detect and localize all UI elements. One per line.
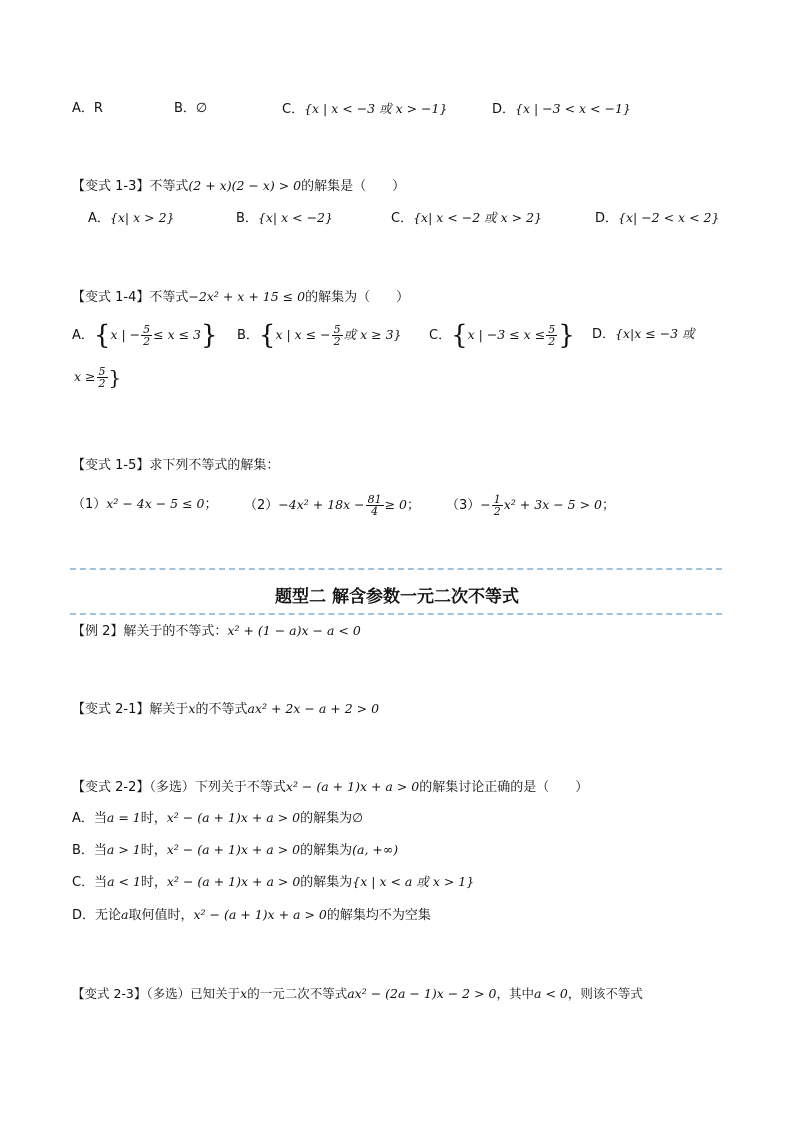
section-divider-bottom (70, 613, 722, 615)
option-b: B．当a > 1时，x² − (a + 1)x + a > 0的解集为(a, +∞) (72, 842, 399, 858)
question-tag: 【变式 1-5】 (72, 458, 150, 473)
option-d-label: D． (492, 102, 516, 117)
question-v14 (72, 287, 409, 308)
fraction: $\frac{5}{2}$ (548, 323, 556, 348)
question-v15 (72, 456, 279, 476)
question-v21: 【变式 2-1】解关于x的不等式ax² + 2x − a + 2 > 0 (72, 701, 380, 717)
option-d: D．{x| −2 < x < 2} (595, 210, 720, 226)
question-v22: 【变式 2-2】（多选）下列关于不等式x² − (a + 1)x + a > 0的解集讨论正确的是（ ） (72, 779, 589, 795)
fraction: $\frac{5}{2}$ (98, 365, 106, 390)
option-a: A．R (72, 101, 103, 116)
option-c: C．当a < 1时，x² − (a + 1)x + a > 0的解集为{x | x < a 或 x > 1} (72, 874, 475, 890)
question-tag: 【变式 2-1】 (72, 702, 150, 717)
option-d-continuation: x ≥ $\frac{5}{2}$ } (74, 365, 122, 390)
question-ex2 (72, 621, 361, 642)
part-1: （1）x² − 4x − 5 ≤ 0； (72, 496, 218, 512)
fraction: $\frac{1}{2}$ (493, 493, 501, 518)
question-tag: 【变式 2-2】 (72, 780, 150, 795)
question-math: (2 + x)(2 − x) > 0 (188, 178, 302, 193)
question-tag: 【变式 2-3】 (72, 986, 147, 1001)
question-math: x² − (a + 1)x + a > 0 (285, 779, 420, 794)
fraction: $\frac{5}{2}$ (333, 323, 341, 348)
question-tag: 【变式 1-4】 (72, 290, 150, 305)
question-text: 不等式 (149, 179, 189, 194)
option-c: C．{x | −3 ≤ x ≤ $\frac{5}{2}$ } (429, 320, 575, 351)
question-text: 求下列不等式的解集： (149, 458, 280, 473)
option-a: A．{x| x > 2} (88, 210, 175, 226)
options-row-v14 (72, 318, 732, 354)
option-d: D．无论a取何值时，x² − (a + 1)x + a > 0的解集均不为空集 (72, 907, 431, 923)
options-row-v13 (88, 208, 728, 228)
option-c-math: {x | x < −3 或 x > −1} (304, 101, 448, 116)
part-2: （2）−4x² + 18x − $\frac{81}{4}$ ≥ 0； (244, 493, 421, 518)
question-text-end: 的解集为（ ） (305, 290, 410, 305)
question-tag: 【变式 1-3】 (72, 179, 150, 194)
parts-row-v15 (72, 486, 732, 522)
question-v23: 【变式 2-3】（多选）已知关于x的一元二次不等式ax² − (2a − 1)x − 2 > 0，其中a < 0，则该不等式 (72, 986, 643, 1001)
variable: x (240, 986, 248, 1001)
option-c-label: C． (282, 102, 305, 117)
question-math: −2x² + x + 15 ≤ 0 (188, 289, 306, 304)
question-math: ax² + 2x − a + 2 > 0 (247, 701, 380, 716)
option-d-math: {x | −3 < x < −1} (515, 101, 631, 116)
question-text-end: 的解集是（ ） (301, 179, 406, 194)
question-math: ax² − (2a − 1)x − 2 > 0 (347, 986, 497, 1001)
option-b: B．{x | x ≤ − $\frac{5}{2}$ 或 x ≥ 3} (237, 320, 402, 351)
question-text: 解关于的不等式： (123, 624, 228, 639)
fraction: $\frac{81}{4}$ (367, 493, 382, 518)
option-d: D．{x|x ≤ −3 或 (592, 326, 695, 342)
option-d (492, 99, 631, 120)
variable: x (188, 701, 196, 716)
section-title: 题型二 解含参数一元二次不等式 (275, 587, 519, 607)
option-b: B．∅ (174, 101, 208, 116)
options-row-q0 (72, 99, 732, 119)
option-b: B．{x| x < −2} (236, 210, 333, 226)
section-divider-top (70, 568, 722, 570)
question-tag: 【例 2】 (72, 624, 124, 639)
fraction: $\frac{5}{2}$ (143, 323, 151, 348)
option-c (282, 99, 447, 120)
option-a: A．{x | − $\frac{5}{2}$ ≤ x ≤ 3} (72, 320, 218, 351)
question-v13 (72, 176, 405, 197)
question-math: x² + (1 − a)x − a < 0 (227, 623, 361, 638)
part-3: （3）− $\frac{1}{2}$ x² + 3x − 5 > 0； (446, 493, 616, 518)
option-a: A．当a = 1时，x² − (a + 1)x + a > 0的解集为∅ (72, 810, 364, 826)
question-text: 不等式 (149, 290, 189, 305)
option-c: C．{x| x < −2 或 x > 2} (391, 210, 542, 226)
